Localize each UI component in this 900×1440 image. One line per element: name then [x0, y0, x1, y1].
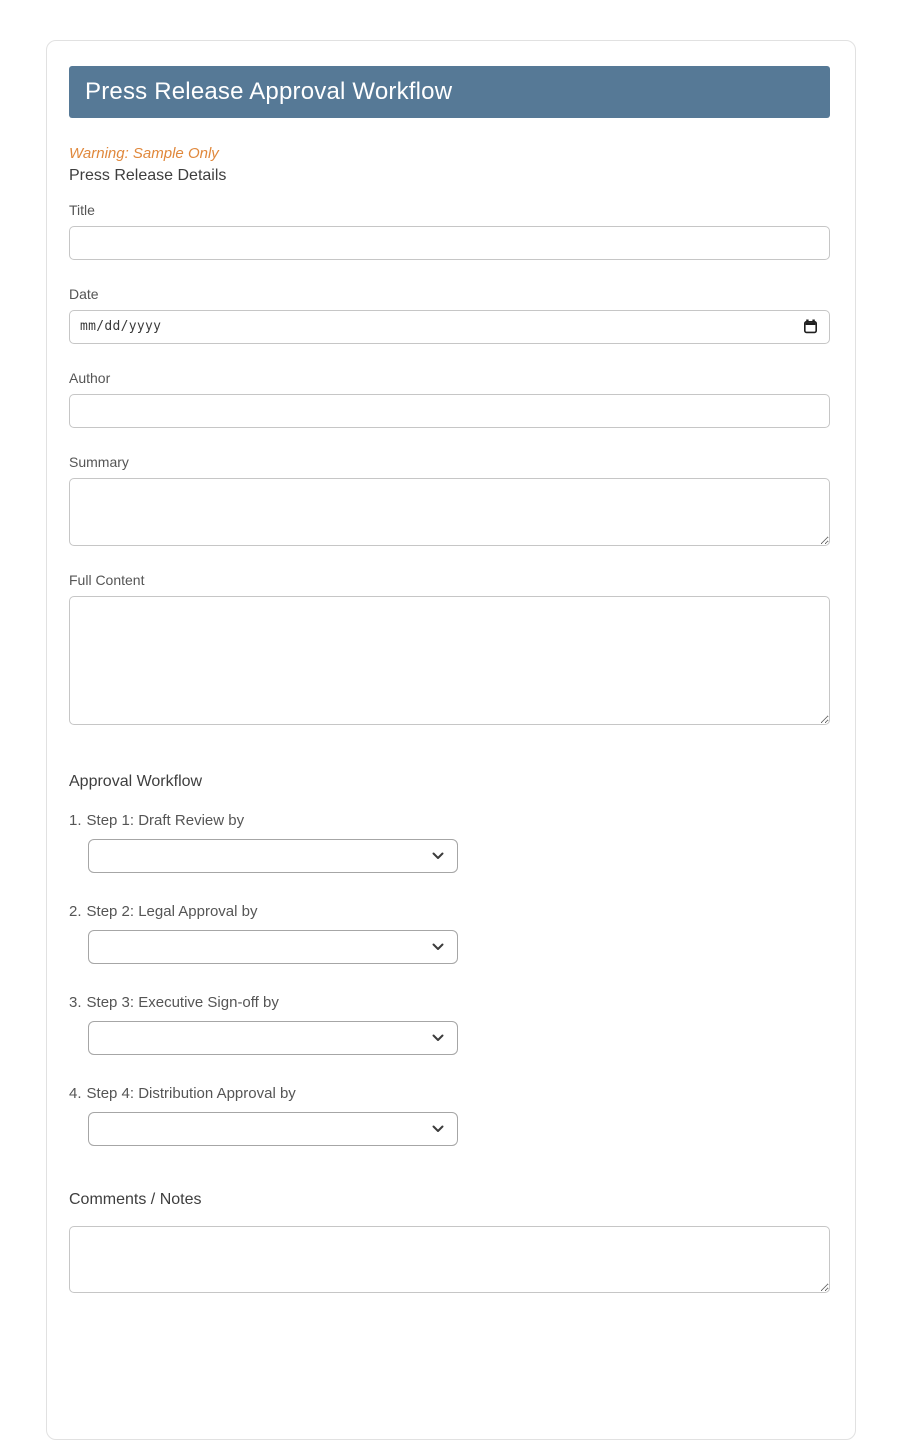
author-input[interactable] — [69, 394, 830, 428]
page-title: Press Release Approval Workflow — [85, 78, 453, 105]
step4-approver-select[interactable] — [88, 1112, 458, 1146]
author-label: Author — [69, 369, 111, 386]
step-label — [69, 994, 830, 1012]
step3-approver-select[interactable] — [88, 1021, 458, 1055]
title-input[interactable] — [69, 226, 830, 260]
step-number: 3. — [69, 994, 82, 1012]
chevron-down-icon — [432, 943, 444, 951]
section-heading-details: Press Release Details — [69, 166, 227, 184]
author-field-group — [69, 370, 830, 428]
step-title: Step 3: Executive Sign-off by — [86, 994, 279, 1012]
chevron-down-icon — [432, 852, 444, 860]
step-number: 2. — [69, 903, 82, 921]
chevron-down-icon — [432, 1125, 444, 1133]
workflow-step-3 — [69, 994, 830, 1055]
section-heading-comments: Comments / Notes — [69, 1191, 202, 1209]
step-label — [69, 812, 830, 830]
step-title: Step 4: Distribution Approval by — [86, 1085, 296, 1103]
form-header-banner — [69, 66, 830, 118]
step2-approver-select[interactable] — [88, 930, 458, 964]
date-input[interactable] — [69, 310, 830, 344]
summary-textarea[interactable] — [69, 478, 830, 546]
summary-label: Summary — [69, 454, 129, 471]
step-number: 1. — [69, 812, 82, 830]
section-heading-workflow: Approval Workflow — [69, 773, 203, 791]
step-title: Step 2: Legal Approval by — [86, 903, 258, 921]
date-field-group — [69, 286, 830, 344]
warning-text: Warning: Sample Only — [69, 145, 219, 162]
step-label — [69, 903, 830, 921]
form-card — [46, 40, 856, 1440]
step-title: Step 1: Draft Review by — [86, 812, 245, 830]
calendar-icon[interactable] — [803, 319, 818, 334]
step1-approver-select[interactable] — [88, 839, 458, 873]
full-content-field-group — [69, 572, 830, 725]
workflow-step-4 — [69, 1085, 830, 1146]
date-label: Date — [69, 285, 99, 302]
workflow-step-1 — [69, 812, 830, 873]
date-placeholder: mm/dd/yyyy — [80, 319, 162, 335]
workflow-step-2 — [69, 903, 830, 964]
comments-textarea[interactable] — [69, 1226, 830, 1293]
chevron-down-icon — [432, 1034, 444, 1042]
summary-field-group — [69, 454, 830, 546]
step-number: 4. — [69, 1085, 82, 1103]
step-label — [69, 1085, 830, 1103]
title-field-group — [69, 202, 830, 260]
title-label: Title — [69, 201, 95, 218]
full-content-label: Full Content — [69, 572, 145, 589]
full-content-textarea[interactable] — [69, 596, 830, 725]
